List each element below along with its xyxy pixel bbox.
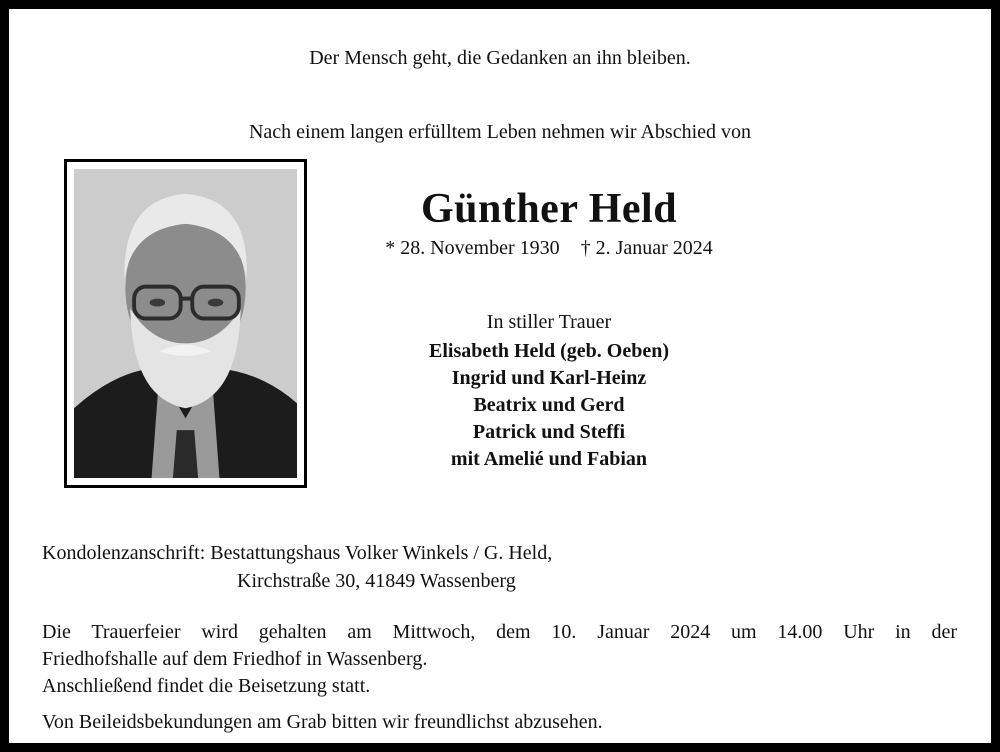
mourning-block	[269, 311, 829, 473]
ceremony-line: Anschließend findet die Beisetzung statt.	[42, 675, 371, 697]
condolence-line: Kirchstraße 30, 41849 Wassenberg	[237, 570, 516, 592]
intro-line: Nach einem langen erfülltem Leben nehmen wir Abschied von	[248, 121, 752, 143]
mourning-label: In stiller Trauer	[486, 311, 612, 333]
portrait-illustration	[74, 169, 297, 478]
mourner: Ingrid und Karl-Heinz	[451, 367, 647, 389]
deceased-name: Günther Held	[420, 186, 678, 232]
death-date: † 2. Januar 2024	[580, 237, 713, 259]
mourner: Beatrix und Gerd	[473, 394, 625, 416]
ceremony-line: Die Trauerfeier wird gehalten am Mittwoch, dem 10. Januar 2024 um 14.00 Uhr in der	[42, 621, 957, 643]
ceremony-info	[42, 619, 957, 700]
portrait-photo	[74, 169, 297, 478]
condolence-request: Von Beileidsbekundungen am Grab bitten wir freundlichst abzusehen.	[42, 711, 603, 733]
condolence-address	[42, 539, 552, 595]
ceremony-line: Friedhofshalle auf dem Friedhof in Wassenberg.	[42, 648, 428, 670]
motto: Der Mensch geht, die Gedanken an ihn bleiben.	[309, 47, 691, 69]
mourner: Elisabeth Held (geb. Oeben)	[428, 340, 669, 362]
life-dates	[269, 237, 829, 260]
mourner: Patrick und Steffi	[472, 421, 626, 443]
birth-date: * 28. November 1930	[385, 237, 560, 259]
mourner: mit Amelié und Fabian	[450, 448, 648, 470]
condolence-line: Kondolenzanschrift: Bestattungshaus Volker Winkels / G. Held,	[42, 542, 553, 564]
